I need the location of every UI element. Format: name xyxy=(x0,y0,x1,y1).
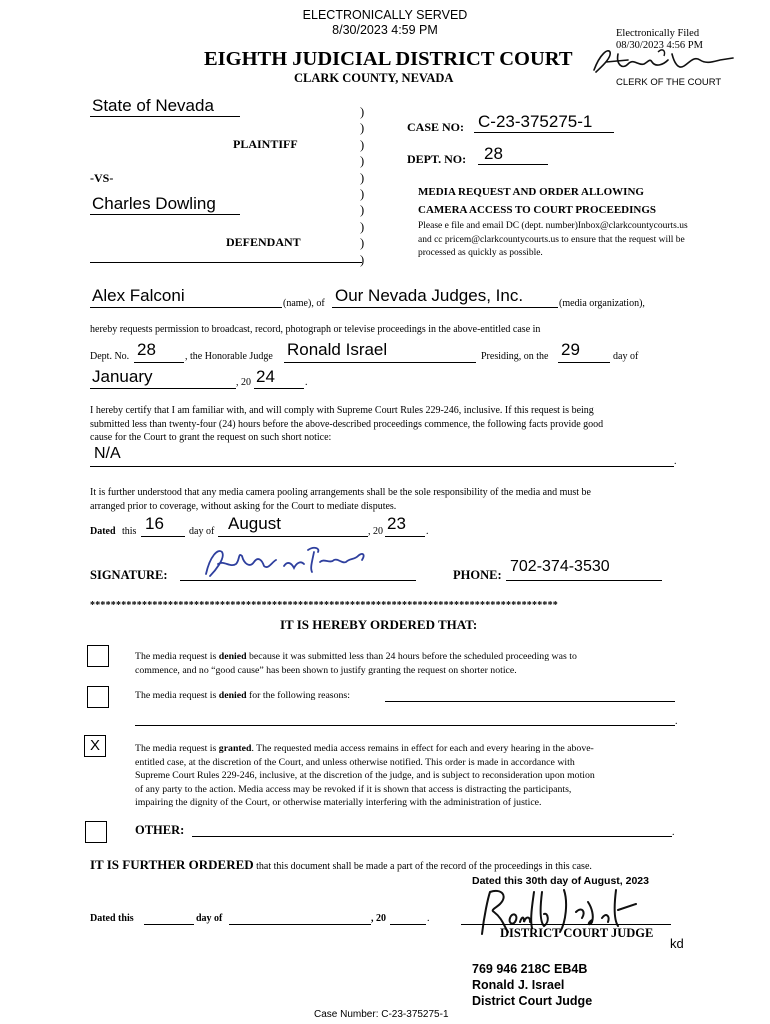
day-of-label: day of xyxy=(613,351,639,362)
judge-signature-line xyxy=(461,924,671,925)
requester-signature xyxy=(196,542,376,582)
pooling-line-2: arranged prior to coverage, without asking for the Court to mediate disputes. xyxy=(90,500,397,512)
dated-month-line xyxy=(218,536,368,537)
dept-no-line xyxy=(478,164,548,165)
e-signature-block xyxy=(472,961,592,1009)
request-dept-line xyxy=(134,362,184,363)
case-no-label: CASE NO: xyxy=(407,120,465,134)
request-year-line xyxy=(254,388,304,389)
form-title-2: CAMERA ACCESS TO COURT PROCEEDINGS xyxy=(418,204,656,216)
media-organization: Our Nevada Judges, Inc. xyxy=(335,286,524,305)
served-datetime: 8/30/2023 4:59 PM xyxy=(332,23,438,37)
opt3-line-3: Supreme Court Rules 229-246, inclusive, at the discretion of the judge, and is subject to reconsideration upon motion xyxy=(135,770,595,782)
filing-instructions xyxy=(418,220,688,261)
opt2-post: for the following reasons: xyxy=(246,690,350,701)
further-ordered-bold: IT IS FURTHER ORDERED xyxy=(90,857,254,872)
dated-year: 23 xyxy=(387,514,406,533)
request-month: January xyxy=(92,367,153,386)
opt1-pre: The media request is xyxy=(135,651,219,662)
requester-line xyxy=(90,307,282,308)
permission-text: hereby requests permission to broadcast, record, photograph or televise proceedings in the above-entitled case in xyxy=(90,324,541,335)
clerk-signature xyxy=(588,44,738,78)
name-label: (name), of xyxy=(283,298,325,309)
opt1-line-2: commence, and no “good cause” has been shown to justify granting the request on shorter notice. xyxy=(135,664,517,676)
opt2-pre: The media request is xyxy=(135,690,219,701)
dated-day-line xyxy=(141,536,185,537)
instruction-line-3: processed as quickly as possible. xyxy=(418,248,543,258)
granted-text xyxy=(135,742,595,810)
dated-day: 16 xyxy=(145,514,164,533)
order-year-prefix: , 20 xyxy=(371,913,386,924)
opt3-bold: granted xyxy=(218,743,252,754)
request-day-line xyxy=(558,362,610,363)
reasons-line-1 xyxy=(385,701,675,702)
facts-period: . xyxy=(674,456,677,467)
separator-asterisks: ****************************************************************************************** xyxy=(90,600,558,611)
year-prefix: , 20 xyxy=(236,377,251,388)
facts-line xyxy=(90,466,674,467)
plaintiff-name: State of Nevada xyxy=(92,96,214,115)
dated-day-of: day of xyxy=(189,526,215,537)
opt3-line-2: entitled case, at the discretion of the Court, and unless otherwise notified. This order is made in accordance with xyxy=(135,756,575,768)
presiding-label: Presiding, on the xyxy=(481,351,549,362)
certification-line-1: I hereby certify that I am familiar with, and will comply with Supreme Court Rules 229-246, inclusive. If this request is being xyxy=(90,405,594,416)
form-title-1: MEDIA REQUEST AND ORDER ALLOWING xyxy=(418,186,644,198)
phone-label: PHONE: xyxy=(453,568,502,582)
denied-late-checkbox[interactable] xyxy=(87,645,109,667)
year-period: . xyxy=(305,377,308,388)
request-judge-line xyxy=(284,362,476,363)
opt3-post: . The requested media access remains in effect for each and every hearing in the above- xyxy=(251,743,594,754)
defendant-name: Charles Dowling xyxy=(92,194,216,213)
request-day: 29 xyxy=(561,340,580,359)
request-year: 24 xyxy=(256,367,275,386)
filed-label: Electronically Filed xyxy=(616,28,700,39)
caption-bracket: ) ) ) ) ) ) ) ) ) ) xyxy=(360,105,365,267)
other-period: . xyxy=(672,827,675,838)
dated-month: August xyxy=(228,514,281,533)
served-label: ELECTRONICALLY SERVED xyxy=(302,8,468,22)
certification-text xyxy=(90,404,603,445)
dated-year-line xyxy=(385,536,425,537)
case-no-line xyxy=(474,132,614,133)
other-line xyxy=(192,836,672,837)
other-label: OTHER: xyxy=(135,823,185,837)
opt3-line-5: impairing the dignity of the Court, or otherwise materially interfering with the administration of justice. xyxy=(135,797,542,809)
further-ordered-rest: that this document shall be made a part of the record of the proceedings in this case. xyxy=(253,861,592,872)
caption-bottom-line xyxy=(90,262,362,263)
order-month-line xyxy=(229,924,371,925)
defendant-line xyxy=(90,214,240,215)
signed-date-stamp: Dated this 30th day of August, 2023 xyxy=(472,875,649,887)
defendant-label: DEFENDANT xyxy=(226,235,301,249)
pooling-line-1: It is further understood that any media camera pooling arrangements shall be the sole responsibility of the media and must be xyxy=(90,487,591,498)
signature-label: SIGNATURE: xyxy=(90,568,168,582)
signature-line xyxy=(180,580,416,581)
instruction-line-1: Please e file and email DC (dept. number)Inbox@clarkcountycourts.us xyxy=(418,221,688,231)
reasons-period: . xyxy=(675,716,678,727)
pooling-text xyxy=(90,486,591,513)
order-period: . xyxy=(427,913,430,924)
signing-judge-name: Ronald J. Israel xyxy=(472,978,565,992)
other-checkbox[interactable] xyxy=(85,821,107,843)
good-cause-facts: N/A xyxy=(94,445,121,462)
district-judge-title: DISTRICT COURT JUDGE xyxy=(500,926,654,940)
opt1-bold: denied xyxy=(218,651,247,662)
org-label: (media organization), xyxy=(559,298,645,309)
media-org-line xyxy=(332,307,558,308)
court-name: EIGHTH JUDICIAL DISTRICT COURT xyxy=(204,48,573,70)
opt1-post: because it was submitted less than 24 hours before the scheduled proceeding was to xyxy=(246,651,577,662)
order-heading: IT IS HEREBY ORDERED THAT: xyxy=(280,617,478,632)
certification-line-3: cause for the Court to grant the request on such short notice: xyxy=(90,432,332,444)
dated-label: Dated xyxy=(90,526,116,537)
plaintiff-label: PLAINTIFF xyxy=(233,137,298,151)
opt3-line-4: of any party to the action. Media access may be revoked if it is shown that access is distracting the participants, xyxy=(135,783,572,795)
order-year-line xyxy=(390,924,426,925)
judge-prefix: , the Honorable Judge xyxy=(185,351,273,362)
denied-reasons-checkbox[interactable] xyxy=(87,686,109,708)
signing-judge-role: District Court Judge xyxy=(472,994,593,1008)
granted-checkbox[interactable]: X xyxy=(84,735,106,757)
phone-line xyxy=(506,580,662,581)
plaintiff-line xyxy=(90,116,240,117)
clerk-label: CLERK OF THE COURT xyxy=(616,77,722,88)
filed-datetime: 08/30/2023 4:56 PM xyxy=(616,40,703,51)
clerk-initials: kd xyxy=(670,936,684,951)
dated-this-label: this xyxy=(122,526,137,537)
vs-label: -VS- xyxy=(90,171,114,185)
dept-no-label: DEPT. NO: xyxy=(407,152,467,166)
case-no-value: C-23-375275-1 xyxy=(478,112,593,131)
signature-code: 769 946 218C EB4B xyxy=(472,962,588,976)
request-judge: Ronald Israel xyxy=(287,340,388,359)
dated-period: . xyxy=(426,526,429,537)
dept-prefix: Dept. No. xyxy=(90,351,130,362)
footer-case-number: Case Number: C-23-375275-1 xyxy=(314,1009,449,1020)
dept-no-value: 28 xyxy=(484,144,503,163)
court-county: CLARK COUNTY, NEVADA xyxy=(294,71,454,85)
order-day-of: day of xyxy=(196,913,223,924)
request-month-line xyxy=(90,388,236,389)
phone-value: 702-374-3530 xyxy=(510,558,610,575)
request-dept: 28 xyxy=(137,340,156,359)
opt3-pre: The media request is xyxy=(135,743,219,754)
certification-line-2: submitted less than twenty-four (24) hours before the above-described proceedings commence, the following facts provide good xyxy=(90,418,604,430)
order-dated-this: Dated this xyxy=(90,913,134,924)
requester-name: Alex Falconi xyxy=(92,286,185,305)
dated-year-prefix: , 20 xyxy=(368,526,383,537)
further-ordered xyxy=(90,856,592,874)
denied-late-text xyxy=(135,650,577,677)
opt2-bold: denied xyxy=(218,690,247,701)
denied-reasons-text xyxy=(135,690,350,701)
reasons-line-2 xyxy=(135,725,675,726)
instruction-line-2: and cc pricem@clarkcountycourts.us to ensure that the request will be xyxy=(418,234,685,245)
order-day-line xyxy=(144,924,194,925)
